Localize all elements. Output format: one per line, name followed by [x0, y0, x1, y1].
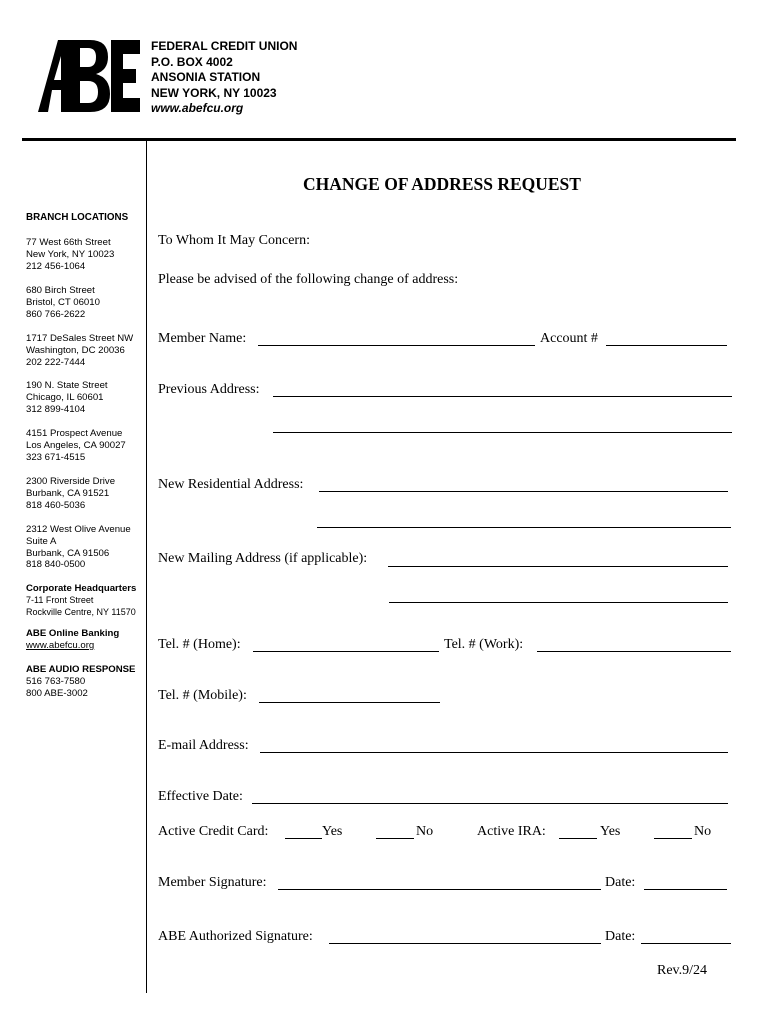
new-residential-field[interactable] — [319, 491, 728, 492]
branch-city: Chicago, IL 60601 — [26, 391, 104, 403]
branch-street: 2312 West Olive Avenue — [26, 524, 131, 535]
tel-home-label: Tel. # (Home): — [158, 637, 241, 652]
branch-street: 680 Birch Street — [26, 285, 95, 296]
tel-mobile-field[interactable] — [259, 702, 440, 703]
revision-label: Rev.9/24 — [657, 963, 708, 978]
previous-address-field[interactable] — [273, 396, 732, 397]
form-title: CHANGE OF ADDRESS REQUEST — [303, 174, 581, 194]
email-field[interactable] — [260, 752, 728, 753]
new-residential-field-2[interactable] — [317, 527, 731, 528]
org-station: ANSONIA STATION — [151, 70, 261, 84]
org-name: FEDERAL CREDIT UNION — [151, 39, 298, 53]
audio-response-title: ABE AUDIO RESPONSE — [26, 664, 136, 675]
sidebar-heading: BRANCH LOCATIONS — [26, 212, 129, 223]
credit-card-no-label: No — [416, 824, 434, 839]
member-name-field[interactable] — [258, 345, 535, 346]
ira-yes-label: Yes — [600, 824, 621, 839]
online-banking-link[interactable]: www.abefcu.org — [26, 639, 95, 651]
new-residential-label: New Residential Address: — [158, 477, 304, 492]
branch-phone: 818 840-0500 — [26, 559, 86, 571]
audio-response-phone: 516 763-7580 — [26, 675, 86, 687]
tel-mobile-label: Tel. # (Mobile): — [158, 688, 247, 703]
previous-address-field-2[interactable] — [273, 432, 732, 433]
org-header — [151, 39, 297, 117]
branch-phone: 212 456-1064 — [26, 260, 86, 272]
online-banking-title: ABE Online Banking — [26, 628, 120, 639]
branch-street: 77 West 66th Street — [26, 237, 111, 248]
branch-location — [26, 428, 126, 463]
email-label: E-mail Address: — [158, 738, 249, 753]
credit-card-yes-field[interactable] — [285, 838, 322, 839]
account-label: Account # — [540, 331, 598, 346]
branch-street: 4151 Prospect Avenue — [26, 428, 123, 439]
new-mailing-label: New Mailing Address (if applicable): — [158, 551, 368, 566]
ira-no-field[interactable] — [654, 838, 692, 839]
tel-work-label: Tel. # (Work): — [444, 637, 524, 652]
branch-location — [26, 524, 131, 571]
branch-location — [26, 285, 100, 320]
active-ira-label: Active IRA: — [477, 824, 546, 839]
previous-address-label: Previous Address: — [158, 382, 260, 397]
credit-card-no-field[interactable] — [376, 838, 414, 839]
ira-no-label: No — [694, 824, 712, 839]
tel-work-field[interactable] — [537, 651, 731, 652]
branch-phone: 818 460-5036 — [26, 499, 86, 511]
online-banking — [26, 628, 119, 652]
member-date-field[interactable] — [644, 889, 727, 890]
org-city: NEW YORK, NY 10023 — [151, 85, 277, 100]
credit-card-yes-label: Yes — [322, 824, 343, 839]
header-divider — [22, 138, 736, 141]
org-website[interactable]: www.abefcu.org — [151, 101, 244, 115]
branch-city: Burbank, CA 91506 — [26, 547, 110, 559]
audio-response-phone: 800 ABE-3002 — [26, 687, 88, 699]
ira-yes-field[interactable] — [559, 838, 597, 839]
branch-phone: 323 671-4515 — [26, 451, 86, 463]
effective-date-label: Effective Date: — [158, 789, 243, 804]
branch-street: 1717 DeSales Street NW — [26, 333, 134, 344]
branch-location — [26, 333, 133, 368]
branch-city: Burbank, CA 91521 — [26, 487, 110, 499]
hq-city: Rockville Centre, NY 11570 — [26, 606, 136, 617]
corporate-headquarters — [26, 583, 136, 618]
branch-phone: 860 766-2622 — [26, 308, 86, 320]
hq-title: Corporate Headquarters — [26, 583, 137, 594]
abe-date-field[interactable] — [641, 943, 731, 944]
abe-date-label: Date: — [605, 929, 636, 944]
intro-text: Please be advised of the following change of address: — [158, 272, 459, 287]
branch-city: Bristol, CT 06010 — [26, 296, 100, 308]
branch-suite: Suite A — [26, 535, 57, 547]
abe-signature-label: ABE Authorized Signature: — [158, 929, 313, 944]
active-credit-card-label: Active Credit Card: — [158, 824, 269, 839]
sidebar-divider — [146, 141, 147, 993]
branch-phone: 312 899-4104 — [26, 403, 86, 415]
member-signature-label: Member Signature: — [158, 875, 267, 890]
branch-city: Washington, DC 20036 — [26, 344, 125, 356]
branch-street: 190 N. State Street — [26, 380, 108, 391]
audio-response — [26, 664, 135, 699]
tel-home-field[interactable] — [253, 651, 439, 652]
abe-logo — [38, 40, 140, 112]
branch-location — [26, 237, 114, 272]
org-po-box: P.O. BOX 4002 — [151, 54, 233, 69]
new-mailing-field-2[interactable] — [389, 602, 728, 603]
greeting: To Whom It May Concern: — [158, 233, 310, 248]
new-mailing-field[interactable] — [388, 566, 728, 567]
member-signature-field[interactable] — [278, 889, 601, 890]
branch-city: New York, NY 10023 — [26, 248, 115, 260]
branch-city: Los Angeles, CA 90027 — [26, 439, 126, 451]
member-name-label: Member Name: — [158, 331, 247, 346]
member-date-label: Date: — [605, 875, 636, 890]
branch-location — [26, 476, 115, 511]
branch-location — [26, 380, 108, 415]
branch-phone: 202 222-7444 — [26, 356, 86, 368]
account-field[interactable] — [606, 345, 727, 346]
hq-street: 7-11 Front Street — [26, 594, 94, 605]
branch-street: 2300 Riverside Drive — [26, 476, 116, 487]
abe-signature-field[interactable] — [329, 943, 601, 944]
effective-date-field[interactable] — [252, 803, 728, 804]
